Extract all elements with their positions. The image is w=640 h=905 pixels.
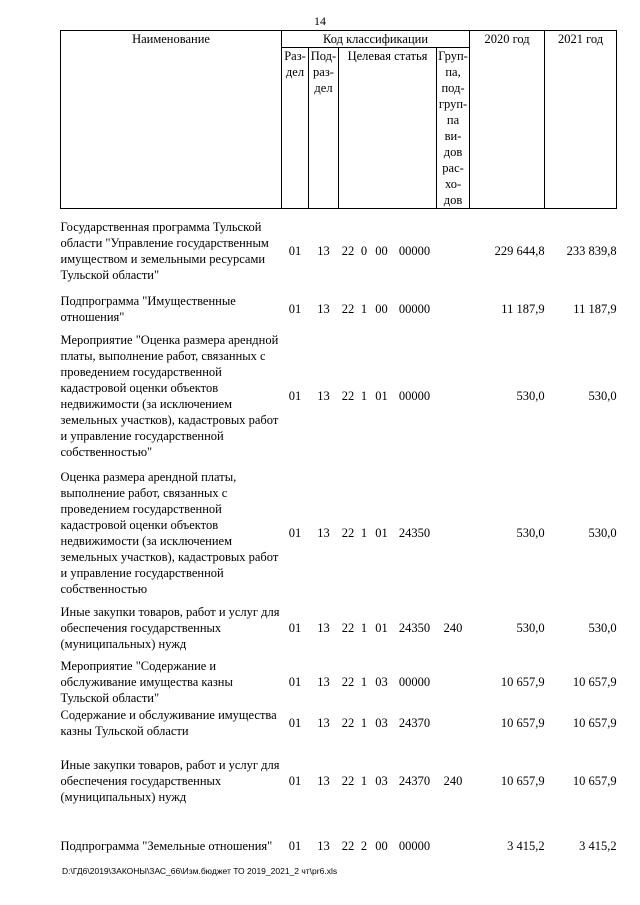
- row-podrazdel: 13: [317, 715, 330, 730]
- row-target-activity: 01: [375, 620, 388, 635]
- row-target-direction: 00000: [398, 389, 431, 403]
- row-name: Содержание и обслуживание имущества казны Тульской области: [60, 707, 277, 738]
- row-target-activity: 00: [375, 243, 388, 258]
- file-path-footer: D:\ГД6\2019\ЗАКОНЫ\ЗАС_66\Изм.бюджет ТО 2019_2021_2 чт\pr6.xls: [62, 866, 338, 876]
- row-name: Государственная программа Тульской области "Управление государственным имуществом и земельными ресурсами Тульской области": [60, 219, 269, 282]
- row-expense-group: [437, 658, 470, 707]
- table-row: [61, 707, 617, 739]
- row-target-direction: 00000: [398, 839, 431, 853]
- row-target-subprogram: 1: [360, 389, 368, 403]
- row-expense-group: 240: [443, 773, 463, 788]
- row-razdel: 01: [288, 839, 302, 853]
- row-podrazdel: 13: [317, 773, 330, 788]
- row-amount-2020: 3 415,2: [507, 839, 545, 853]
- row-podrazdel: 13: [317, 301, 330, 316]
- row-amount-2020: 530,0: [516, 525, 545, 540]
- row-razdel: 01: [288, 525, 302, 540]
- row-target-direction: 00000: [398, 301, 431, 316]
- row-amount-2021: 530,0: [588, 620, 617, 635]
- table-row: [61, 293, 617, 325]
- row-name: Иные закупки товаров, работ и услуг для обеспечения государственных (муниципальных) нужд: [60, 604, 280, 651]
- row-target-subprogram: 1: [360, 620, 368, 635]
- row-podrazdel: 13: [317, 675, 330, 689]
- row-expense-group: [437, 325, 470, 468]
- row-amount-2021: 233 839,8: [566, 243, 617, 258]
- row-expense-group: [437, 293, 470, 325]
- row-target-subprogram: 2: [360, 839, 368, 853]
- row-target-activity: 03: [375, 715, 388, 730]
- row-target-program: 22: [341, 773, 355, 788]
- row-amount-2021: 10 657,9: [572, 773, 617, 788]
- row-amount-2021: 530,0: [588, 389, 617, 403]
- table-row: [61, 598, 617, 658]
- row-razdel: 01: [288, 675, 302, 689]
- row-target-direction: 24370: [398, 773, 431, 788]
- row-expense-group: [437, 468, 470, 598]
- row-expense-group: [437, 209, 470, 293]
- row-razdel: 01: [288, 301, 302, 316]
- row-target-program: 22: [341, 243, 355, 258]
- row-target-subprogram: 1: [360, 525, 368, 540]
- row-target-subprogram: 1: [360, 715, 368, 730]
- row-amount-2021: 10 657,9: [572, 675, 617, 689]
- row-expense-group: 240: [443, 620, 463, 635]
- table-row: [61, 325, 617, 468]
- row-amount-2020: 11 187,9: [501, 301, 545, 316]
- row-target-subprogram: 1: [360, 301, 368, 316]
- row-razdel: 01: [288, 389, 302, 403]
- row-target-activity: 03: [375, 773, 388, 788]
- header-code-group: Код классификации: [282, 31, 470, 48]
- row-amount-2020: 530,0: [516, 620, 545, 635]
- row-target-subprogram: 1: [360, 675, 368, 689]
- row-razdel: 01: [288, 773, 302, 788]
- row-name: Иные закупки товаров, работ и услуг для обеспечения государственных (муниципальных) нужд: [60, 757, 280, 804]
- row-target-activity: 03: [375, 675, 388, 689]
- row-amount-2021: 3 415,2: [579, 839, 617, 853]
- row-target-activity: 01: [375, 525, 388, 540]
- row-target-direction: 00000: [398, 243, 431, 258]
- row-expense-group: [437, 823, 470, 870]
- table-row: [61, 658, 617, 707]
- table-row: [61, 468, 617, 598]
- row-target-subprogram: 0: [360, 243, 368, 258]
- row-target-program: 22: [341, 620, 355, 635]
- header-target: Целевая статья: [339, 48, 437, 209]
- header-podrazdel: Под- раз- дел: [309, 48, 339, 209]
- header-group: Груп- па, под- груп- па ви- дов рас- хо- дов: [438, 49, 468, 207]
- row-target-activity: 00: [375, 301, 388, 316]
- row-target-program: 22: [341, 389, 355, 403]
- row-name: Мероприятие "Оценка размера арендной платы, выполнение работ, связанных с проведением государственной кадастровой оценки объектов недвижимости (за исключением земельных участков), кадастровых работ и управление государственной собственностью": [60, 333, 279, 459]
- table-body: [61, 209, 617, 870]
- table-row: [61, 823, 617, 870]
- row-amount-2020: 10 657,9: [500, 675, 545, 689]
- row-target-program: 22: [341, 675, 355, 689]
- row-amount-2020: 229 644,8: [494, 243, 545, 258]
- row-target-direction: 24350: [398, 525, 431, 540]
- header-2020: 2020 год: [470, 31, 545, 209]
- row-target-subprogram: 1: [360, 773, 368, 788]
- row-expense-group: [437, 707, 470, 739]
- header-2021: 2021 год: [545, 31, 617, 209]
- row-name: Оценка размера арендной платы, выполнение работ, связанных с проведением государственной кадастровой оценки объектов недвижимости (за исключением земельных участков), кадастровых работ и управление государственной собственностью: [60, 469, 279, 596]
- row-target-direction: 24350: [398, 620, 431, 635]
- row-podrazdel: 13: [317, 839, 330, 853]
- row-amount-2020: 10 657,9: [500, 715, 545, 730]
- header-row-top: [61, 31, 617, 48]
- row-razdel: 01: [288, 243, 302, 258]
- page-number: 14: [314, 14, 326, 28]
- row-target-program: 22: [341, 525, 355, 540]
- row-amount-2021: 530,0: [588, 525, 617, 540]
- row-podrazdel: 13: [317, 525, 330, 540]
- row-podrazdel: 13: [317, 620, 330, 635]
- row-target-activity: 01: [375, 389, 388, 403]
- row-razdel: 01: [288, 715, 302, 730]
- row-podrazdel: 13: [317, 389, 330, 403]
- row-target-direction: 00000: [398, 675, 431, 689]
- row-target-program: 22: [341, 715, 355, 730]
- row-razdel: 01: [288, 620, 302, 635]
- table-row: [61, 209, 617, 293]
- header-razdel: Раз- дел: [282, 48, 309, 209]
- row-target-activity: 00: [375, 839, 388, 853]
- row-amount-2020: 530,0: [516, 389, 545, 403]
- row-amount-2021: 10 657,9: [572, 715, 617, 730]
- row-target-program: 22: [341, 839, 355, 853]
- row-name: Подпрограмма "Имущественные отношения": [60, 293, 236, 324]
- row-target-program: 22: [341, 301, 355, 316]
- row-target-direction: 24370: [398, 715, 431, 730]
- table-row: [61, 739, 617, 823]
- row-name: Мероприятие "Содержание и обслуживание имущества казны Тульской области": [60, 659, 233, 705]
- row-podrazdel: 13: [317, 243, 330, 258]
- row-name: Подпрограмма "Земельные отношения": [60, 839, 273, 853]
- row-amount-2020: 10 657,9: [500, 773, 545, 788]
- header-name: Наименование: [61, 31, 282, 209]
- budget-table: [60, 30, 617, 870]
- row-amount-2021: 11 187,9: [573, 301, 617, 316]
